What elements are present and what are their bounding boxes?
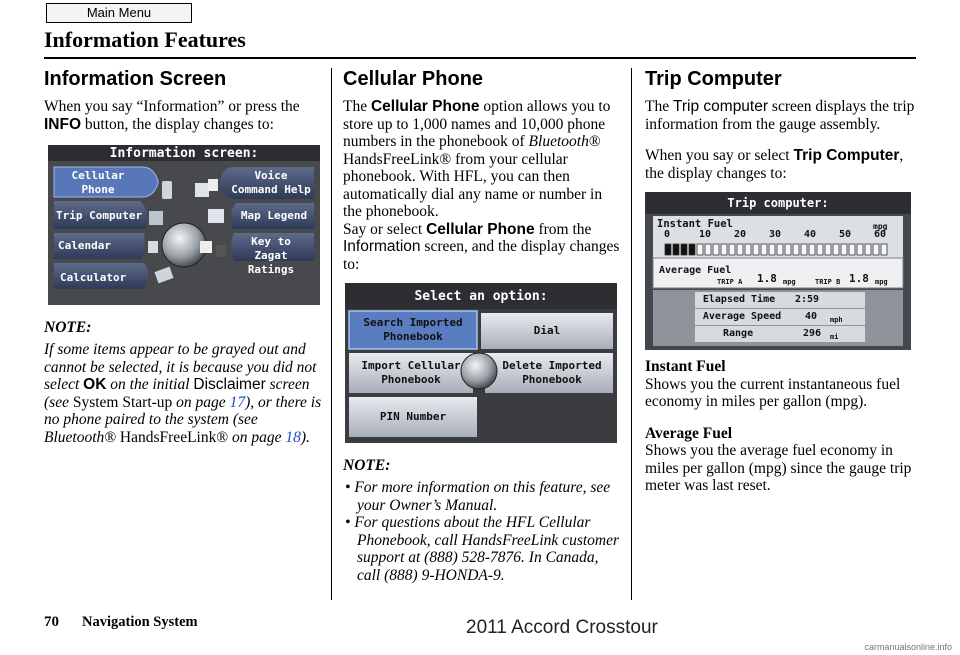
paragraph: The Cellular Phone option allows you to store up to 1,000 names and 10,000 phone numbers in the phonebook of Bluetooth® HandsFreeLink® from your cellular phonebook. With HFL, you can then automatically dial any name or number in the phonebook. Say or select Cellular Phone from the Information screen, and the display changes to: bbox=[343, 98, 620, 273]
scale-tick-label: 20 bbox=[734, 229, 747, 240]
range-unit: mi bbox=[830, 333, 839, 341]
elapsed-time-label: Elapsed Time bbox=[702, 294, 776, 305]
fuel-bar-segment bbox=[761, 244, 767, 255]
fuel-bar-segment bbox=[841, 244, 847, 255]
fuel-bar-segment bbox=[665, 244, 671, 255]
note-heading: NOTE: bbox=[44, 319, 92, 336]
fuel-bar-segment bbox=[833, 244, 839, 255]
fuel-bar-segment bbox=[865, 244, 871, 255]
instant-fuel-scale bbox=[664, 229, 887, 241]
fuel-bar-segment bbox=[737, 244, 743, 255]
average-speed-unit: mph bbox=[830, 316, 843, 324]
menu-item-map-legend: Map Legend bbox=[240, 209, 308, 222]
scale-tick-label: 10 bbox=[699, 229, 712, 240]
header-rule bbox=[44, 57, 916, 59]
menu-item-zagat-ratings: Key to Zagat Ratings bbox=[247, 235, 295, 276]
trip-a-unit: mpg bbox=[783, 278, 796, 286]
option-search-imported-phonebook: Search Imported Phonebook bbox=[363, 316, 463, 343]
fuel-bar-segment bbox=[745, 244, 751, 255]
fuel-bar-segment bbox=[817, 244, 823, 255]
average-fuel-heading: Average Fuel bbox=[645, 424, 733, 442]
menu-item-calculator: Calculator bbox=[60, 271, 127, 284]
average-fuel-description: Shows you the average fuel economy in miles per gallon (mpg) since the gauge trip meter was last reset. bbox=[645, 442, 912, 494]
information-screen-image bbox=[48, 145, 320, 305]
fuel-bar-segment bbox=[689, 244, 695, 255]
elapsed-time-value: 2:59 bbox=[795, 294, 820, 305]
instant-fuel-description: Shows you the current instantaneous fuel economy in miles per gallon (mpg). bbox=[645, 375, 901, 410]
select-option-screen-image bbox=[345, 283, 617, 443]
fuel-bar-segment bbox=[713, 244, 719, 255]
cellular-phone-section bbox=[343, 68, 623, 584]
average-fuel-label: Average Fuel bbox=[659, 265, 732, 276]
instant-fuel-label: Instant Fuel bbox=[657, 218, 733, 230]
paragraph: The Trip computer screen displays the trip information from the gauge assembly. bbox=[645, 98, 915, 133]
screen-title: Information screen: bbox=[109, 146, 259, 161]
instant-fuel-heading: Instant Fuel bbox=[645, 358, 726, 375]
trip-a-value: 1.8 bbox=[757, 272, 777, 285]
list-item: • For questions about the HFL Cellular Phonebook, call HandsFreeLink customer support at (888) 528-7876. In Canada, call (888) 9-HONDA-9. bbox=[345, 514, 620, 584]
screen-title: Select an option: bbox=[414, 289, 548, 304]
watermark: carmanualsonline.info bbox=[864, 642, 952, 652]
trip-b-unit: mpg bbox=[875, 278, 888, 286]
fuel-bar-segment bbox=[681, 244, 687, 255]
column-divider-1 bbox=[331, 68, 332, 600]
average-speed-value: 40 bbox=[805, 311, 818, 322]
page-title: Information Features bbox=[44, 27, 246, 52]
section-heading: Information Screen bbox=[44, 68, 227, 90]
scale-tick-label: 60 bbox=[874, 229, 887, 240]
trip-b-value: 1.8 bbox=[849, 272, 869, 285]
trip-computer-section bbox=[645, 68, 920, 495]
trip-computer-screen-image bbox=[645, 192, 911, 350]
footer-model: 2011 Accord Crosstour bbox=[466, 617, 658, 638]
scale-tick-label: 40 bbox=[804, 229, 817, 240]
fuel-bar-segment bbox=[801, 244, 807, 255]
list-item: • For more information on this feature, see your Owner’s Manual. bbox=[345, 479, 611, 514]
menu-item-cellular-phone: Cellular Phone bbox=[71, 169, 125, 196]
footer-title: Navigation System bbox=[82, 614, 198, 630]
fuel-bar-segment bbox=[769, 244, 775, 255]
note-heading: NOTE: bbox=[343, 457, 391, 474]
page-number: 70 bbox=[44, 614, 59, 630]
section-heading: Trip Computer bbox=[645, 68, 782, 90]
fuel-bar-segment bbox=[705, 244, 711, 255]
column-divider-2 bbox=[631, 68, 632, 600]
scale-tick-label: 50 bbox=[839, 229, 852, 240]
main-menu-button[interactable]: Main Menu bbox=[46, 3, 192, 23]
fuel-bar-segment bbox=[849, 244, 855, 255]
paragraph: When you say or select Trip Computer, the display changes to: bbox=[645, 147, 904, 182]
option-pin-number: PIN Number bbox=[379, 410, 447, 423]
information-screen-section bbox=[44, 68, 324, 446]
fuel-bar-segment bbox=[881, 244, 887, 255]
menu-item-voice-command-help: Voice Command Help bbox=[231, 169, 311, 196]
scale-tick-label: 0 bbox=[664, 229, 671, 240]
fuel-bar-segment bbox=[721, 244, 727, 255]
instant-fuel-unit: mpg bbox=[873, 222, 888, 231]
fuel-bar-segment bbox=[729, 244, 735, 255]
fuel-bar-segment bbox=[873, 244, 879, 255]
fuel-bar-segment bbox=[673, 244, 679, 255]
option-import-cellular-phonebook: Import Cellular Phonebook bbox=[361, 359, 461, 386]
fuel-bar-segment bbox=[753, 244, 759, 255]
scale-tick-label: 30 bbox=[769, 229, 782, 240]
menu-item-trip-computer: Trip Computer bbox=[56, 209, 143, 222]
note-body: If some items appear to be grayed out and cannot be selected, it is because you did not select OK on the initial Disclaimer screen (see System Start-up on page 17), or there is no phone paired to the system (see Bluetooth® HandsFreeLink® on page 18). bbox=[44, 341, 322, 446]
screen-title: Trip computer: bbox=[727, 196, 829, 210]
paragraph: When you say “Information” or press the INFO button, the display changes to: bbox=[44, 98, 300, 133]
trip-b-label: TRIP B bbox=[815, 278, 841, 286]
fuel-bar-segment bbox=[777, 244, 783, 255]
page-link-18[interactable]: 18 bbox=[285, 428, 301, 446]
fuel-bar-segment bbox=[697, 244, 703, 255]
fuel-bar-segment bbox=[793, 244, 799, 255]
average-speed-label: Average Speed bbox=[702, 311, 782, 322]
option-delete-imported-phonebook: Delete Imported Phonebook bbox=[502, 359, 602, 386]
range-value: 296 bbox=[803, 328, 822, 339]
fuel-bar-segment bbox=[857, 244, 863, 255]
option-dial: Dial bbox=[533, 324, 561, 337]
fuel-bar-segment bbox=[785, 244, 791, 255]
page-link-17[interactable]: 17 bbox=[229, 393, 246, 411]
range-label: Range bbox=[723, 328, 754, 339]
note-list bbox=[343, 479, 623, 584]
section-heading: Cellular Phone bbox=[343, 68, 484, 90]
trip-a-label: TRIP A bbox=[717, 278, 743, 286]
fuel-bar-segment bbox=[825, 244, 831, 255]
menu-item-calendar: Calendar bbox=[58, 239, 111, 252]
fuel-bar-segment bbox=[809, 244, 815, 255]
